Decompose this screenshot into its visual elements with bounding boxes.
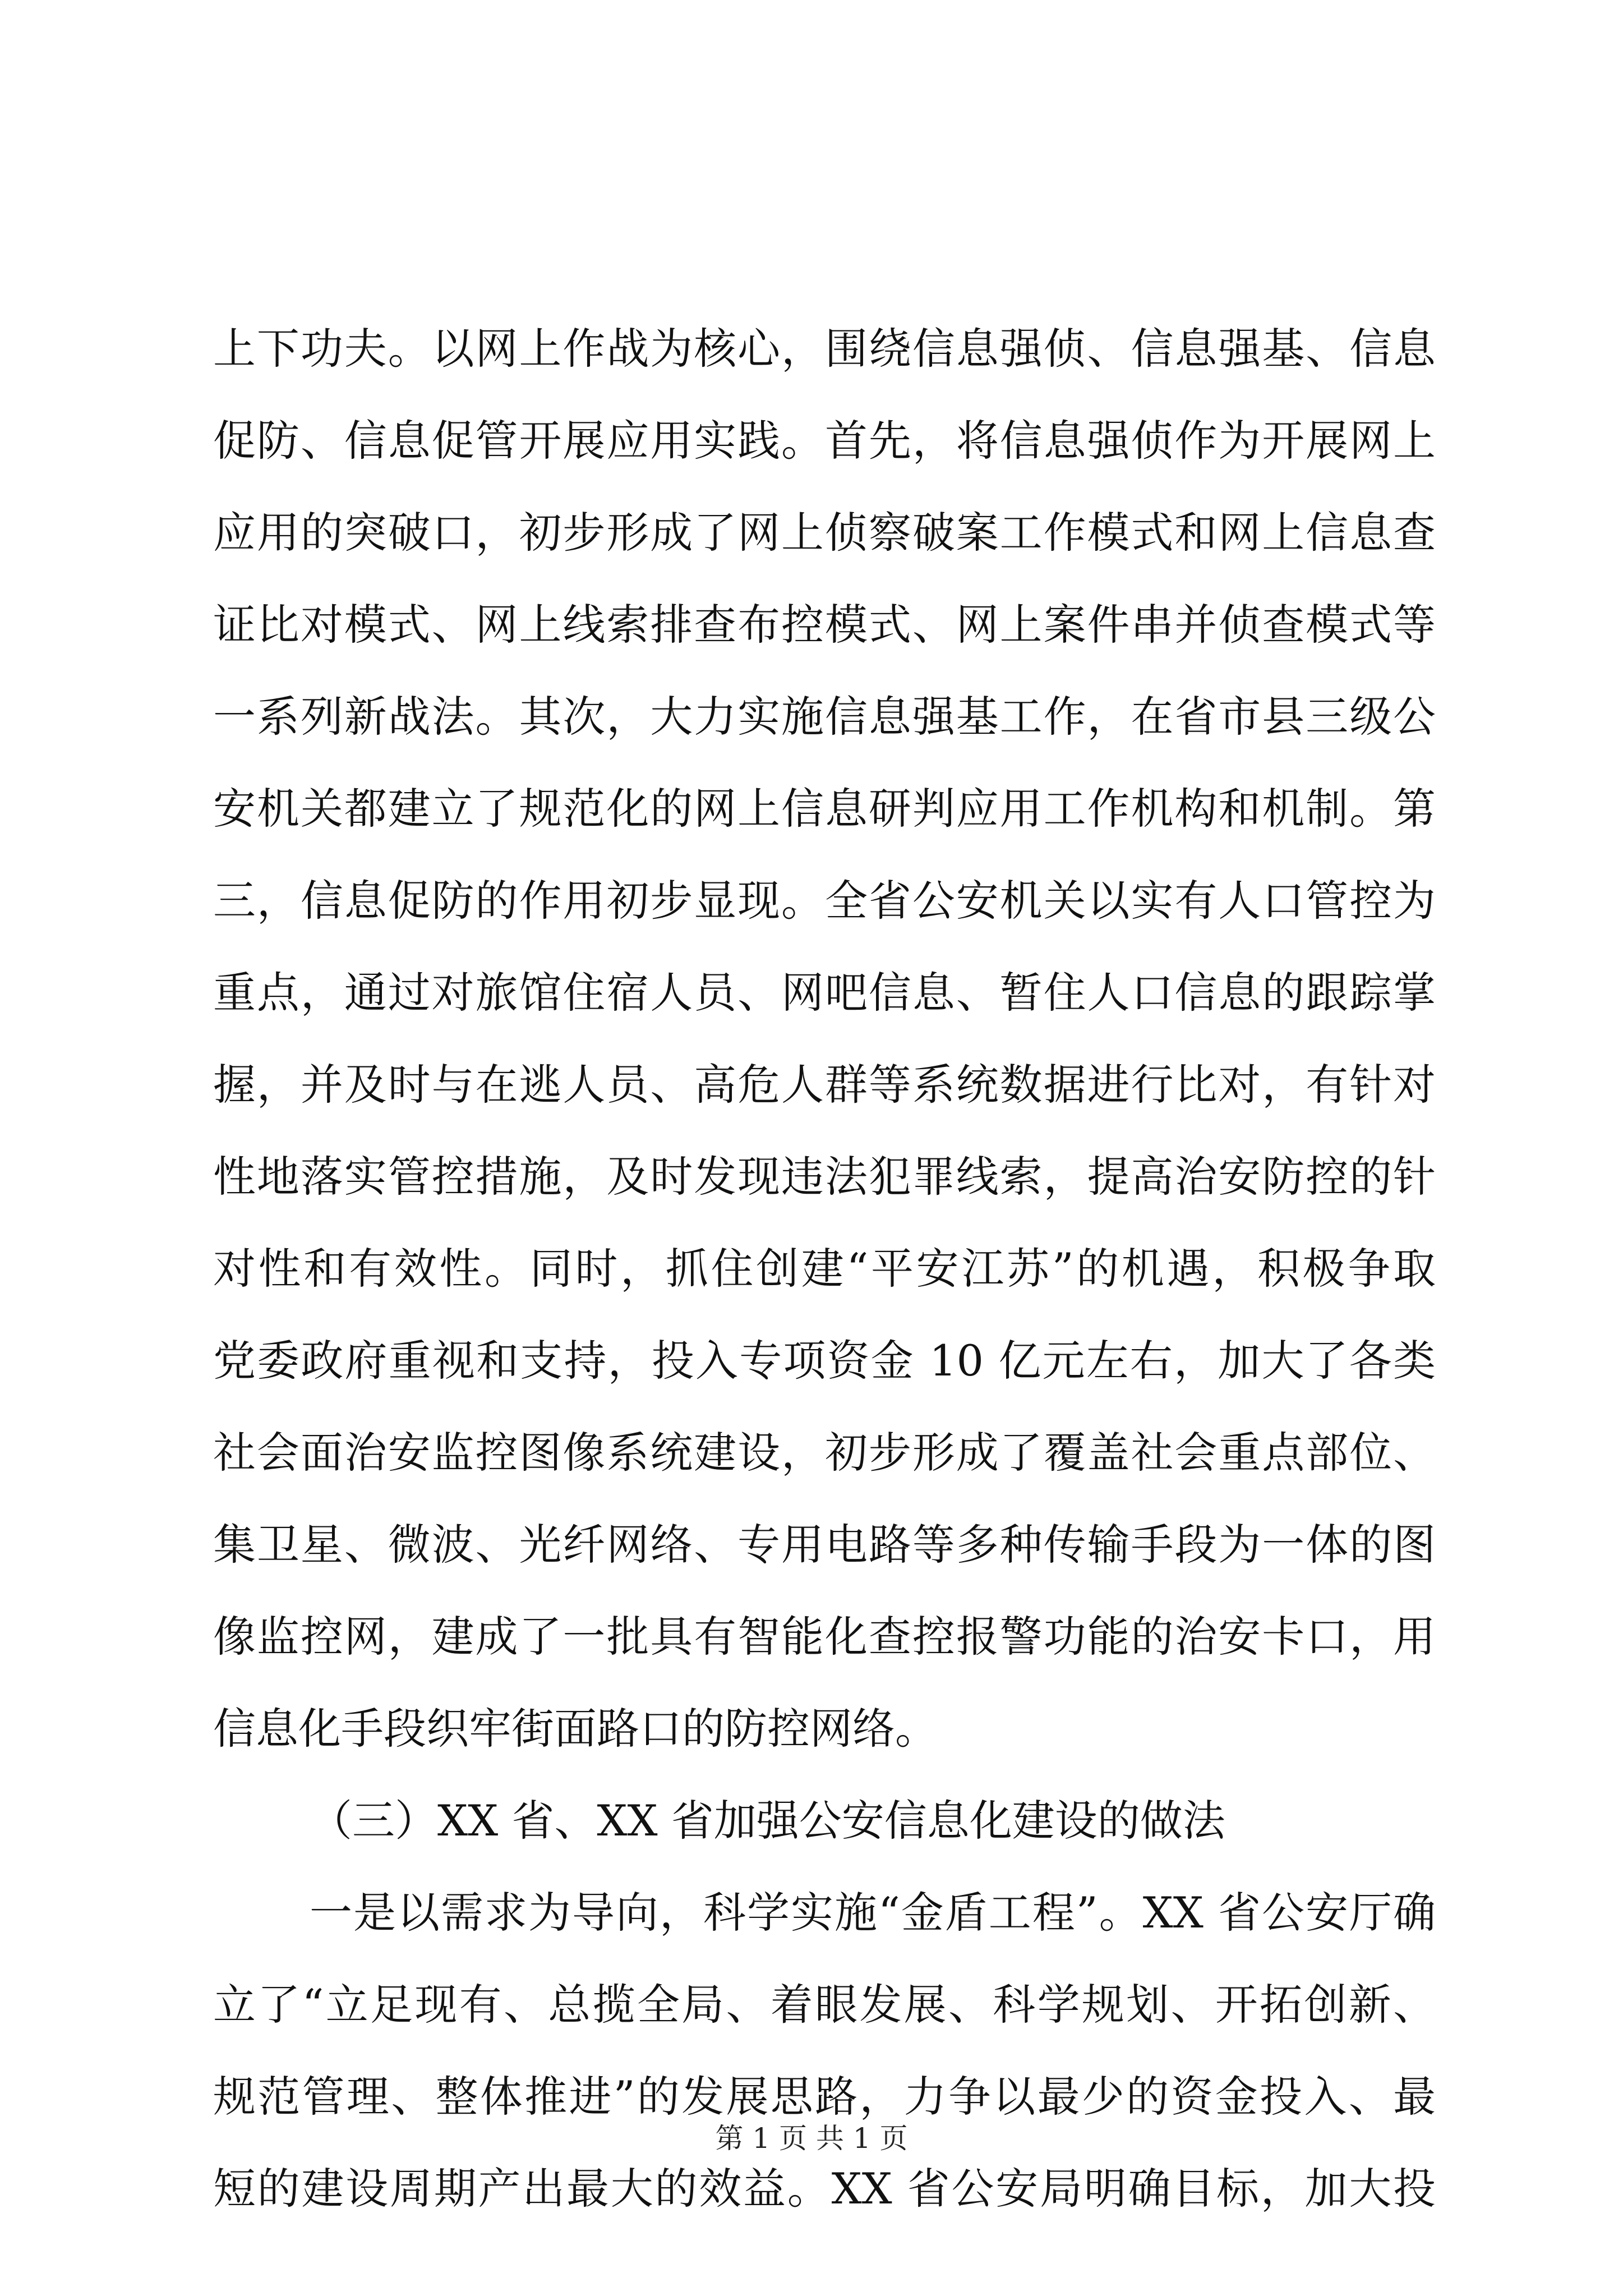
page-number-label: 第 1 页 共 1 页 bbox=[715, 2122, 908, 2155]
section-heading: （三）XX 省、XX 省加强公安信息化建设的做法 bbox=[310, 1796, 1225, 1846]
text-line: 安机关都建立了规范化的网上信息研判应用工作机构和机制。第 bbox=[213, 784, 1436, 834]
text-line: 像监控网，建成了一批具有智能化查控报警功能的治安卡口，用 bbox=[213, 1612, 1436, 1662]
text-line: 重点，通过对旅馆住宿人员、网吧信息、暂住人口信息的跟踪掌 bbox=[213, 968, 1436, 1018]
text-line: 信息化手段织牢街面路口的防控网络。 bbox=[213, 1704, 938, 1754]
page-footer bbox=[0, 2122, 1623, 2155]
text-line: 握，并及时与在逃人员、高危人群等系统数据进行比对，有针对 bbox=[213, 1060, 1436, 1110]
text-line: 一是以需求为导向，科学实施“金盾工程”。XX 省公安厅确 bbox=[310, 1888, 1436, 1938]
text-line: 规范管理、整体推进”的发展思路，力争以最少的资金投入、最 bbox=[213, 2072, 1436, 2122]
text-line: 证比对模式、网上线索排查布控模式、网上案件串并侦查模式等 bbox=[213, 600, 1436, 650]
text-line: 性地落实管控措施，及时发现违法犯罪线索，提高治安防控的针 bbox=[213, 1152, 1436, 1202]
text-line: 社会面治安监控图像系统建设，初步形成了覆盖社会重点部位、 bbox=[213, 1428, 1436, 1478]
text-line: 一系列新战法。其次，大力实施信息强基工作，在省市县三级公 bbox=[213, 692, 1436, 742]
text-line: 集卫星、微波、光纤网络、专用电路等多种传输手段为一体的图 bbox=[213, 1520, 1436, 1570]
text-line: 对性和有效性。同时，抓住创建“平安江苏”的机遇，积极争取 bbox=[213, 1244, 1436, 1294]
text-line: 立了“立足现有、总揽全局、着眼发展、科学规划、开拓创新、 bbox=[213, 1980, 1436, 2030]
text-line: 党委政府重视和支持，投入专项资金 10 亿元左右，加大了各类 bbox=[213, 1336, 1436, 1386]
text-line: 促防、信息促管开展应用实践。首先，将信息强侦作为开展网上 bbox=[213, 416, 1436, 466]
body-text bbox=[213, 303, 1436, 2235]
text-line: 应用的突破口，初步形成了网上侦察破案工作模式和网上信息查 bbox=[213, 508, 1436, 558]
text-line: 上下功夫。以网上作战为核心，围绕信息强侦、信息强基、信息 bbox=[213, 324, 1436, 374]
text-line: 短的建设周期产出最大的效益。XX 省公安局明确目标，加大投 bbox=[213, 2164, 1436, 2214]
text-line: 三，信息促防的作用初步显现。全省公安机关以实有人口管控为 bbox=[213, 876, 1436, 926]
